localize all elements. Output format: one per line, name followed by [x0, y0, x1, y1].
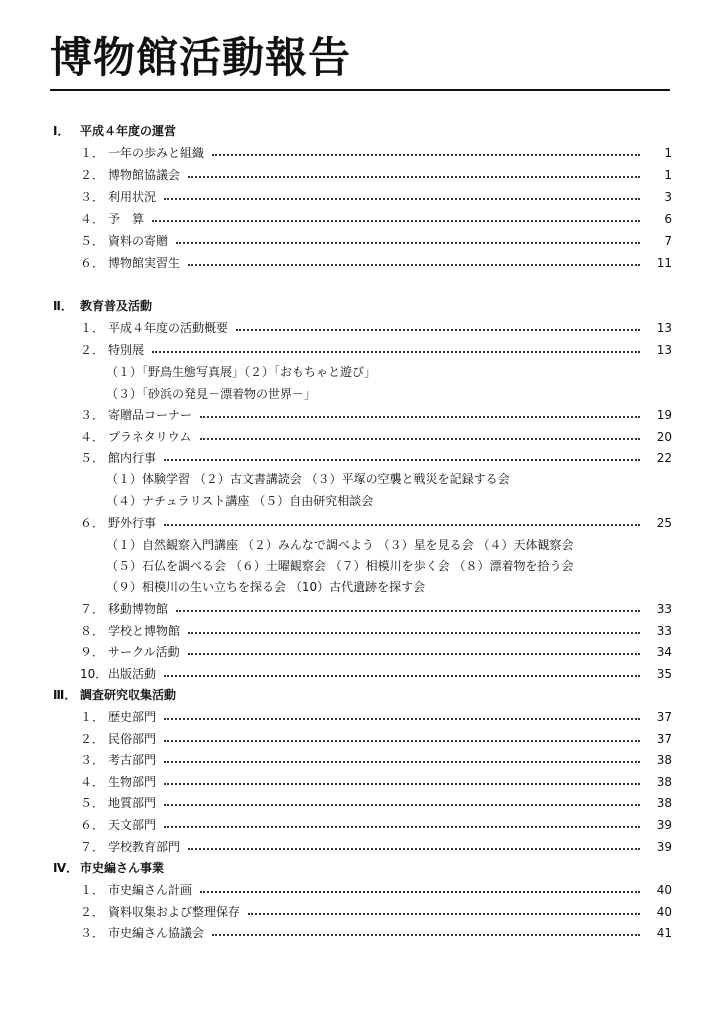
entry-number: １． [80, 321, 105, 335]
leader-dots [188, 264, 640, 266]
leader-dots [176, 610, 640, 612]
entry-label: 資料収集および整理保存 [108, 905, 241, 919]
leader-dots [152, 220, 640, 222]
section-4-heading [53, 858, 164, 878]
leader-dots [164, 459, 640, 461]
entry-page: 34 [656, 645, 672, 659]
leader-dots [164, 783, 640, 785]
sub-entry: （１）「野鳥生態写真展」（２）「おもちゃと遊び」 [106, 365, 377, 379]
toc-entry[interactable] [80, 621, 672, 641]
leader-dots [164, 198, 640, 200]
sub-entry: （５）石仏を調べる会 （６）土曜観察会 （７）相模川を歩く会 （８）漂着物を拾う会 [106, 559, 574, 573]
entry-page: 19 [656, 408, 672, 422]
entry-page: 20 [656, 430, 672, 444]
leader-dots [188, 176, 640, 178]
title-rule [50, 89, 670, 91]
entry-page: 6 [664, 212, 672, 226]
section-2-heading [53, 296, 152, 316]
entry-page: 25 [656, 516, 672, 530]
toc-entry[interactable] [80, 729, 672, 749]
toc-entry[interactable] [80, 815, 672, 835]
entry-page: 3 [664, 190, 672, 204]
entry-page: 11 [656, 256, 672, 270]
leader-dots [188, 632, 640, 634]
entry-number: ５． [80, 796, 105, 810]
entry-number: １． [80, 146, 105, 160]
sub-entry: （１）体験学習 （２）古文書講読会 （３）平塚の空襲と戦災を記録する会 [106, 472, 510, 486]
leader-dots [164, 761, 640, 763]
entry-number: ４． [80, 212, 105, 226]
leader-dots [200, 891, 640, 893]
entry-label: 天文部門 [108, 818, 157, 832]
toc-entry[interactable] [80, 750, 672, 770]
leader-dots [188, 653, 640, 655]
entry-number: ４． [80, 430, 105, 444]
entry-number: ２． [80, 732, 105, 746]
leader-dots [152, 351, 640, 353]
toc-entry[interactable] [80, 253, 672, 273]
toc-entry[interactable] [80, 923, 672, 943]
entry-page: 37 [656, 732, 672, 746]
toc-entry[interactable] [80, 187, 672, 207]
sub-entry: （９）相模川の生い立ちを探る会 （10）古代遺跡を探す会 [106, 580, 426, 594]
toc-entry[interactable] [80, 599, 672, 619]
entry-number: ２． [80, 343, 105, 357]
entry-number: １． [80, 710, 105, 724]
entry-number: ２． [80, 168, 105, 182]
entry-label: 歴史部門 [108, 710, 157, 724]
entry-label: 生物部門 [108, 775, 157, 789]
entry-label: 学校教育部門 [108, 840, 181, 854]
entry-number: ８． [80, 624, 105, 638]
entry-label: 市史編さん協議会 [108, 926, 205, 940]
entry-page: 40 [656, 905, 672, 919]
leader-dots [176, 242, 640, 244]
entry-label: 出版活動 [108, 667, 157, 681]
toc-entry[interactable] [80, 318, 672, 338]
leader-dots [188, 848, 640, 850]
entry-page: 41 [656, 926, 672, 940]
entry-number: 10． [80, 667, 108, 681]
toc-entry[interactable] [80, 231, 672, 251]
entry-label: 民俗部門 [108, 732, 157, 746]
toc-entry[interactable] [80, 448, 672, 468]
entry-number: ３． [80, 926, 105, 940]
section-number: Ⅰ． [53, 124, 70, 138]
leader-dots [200, 416, 640, 418]
entry-label: 考古部門 [108, 753, 157, 767]
leader-dots [164, 524, 640, 526]
entry-page: 13 [656, 343, 672, 357]
toc-entry[interactable] [80, 165, 672, 185]
toc-entry[interactable] [80, 902, 672, 922]
leader-dots [164, 804, 640, 806]
toc-entry[interactable] [80, 405, 672, 425]
toc-entry[interactable] [80, 513, 672, 533]
toc-entry[interactable] [80, 340, 672, 360]
entry-number: １． [80, 883, 105, 897]
leader-dots [164, 740, 640, 742]
toc-entry[interactable] [80, 209, 672, 229]
entry-label: 利用状況 [108, 190, 157, 204]
leader-dots [164, 826, 640, 828]
entry-label: 寄贈品コーナー [108, 408, 193, 422]
entry-number: ３． [80, 753, 105, 767]
entry-page: 39 [656, 818, 672, 832]
entry-number: ５． [80, 451, 105, 465]
section-3-heading [53, 685, 176, 705]
toc-entry[interactable] [80, 837, 672, 857]
toc-entry[interactable] [80, 707, 672, 727]
entry-label: サークル活動 [108, 645, 180, 659]
leader-dots [248, 913, 640, 915]
entry-label: 博物館協議会 [108, 168, 181, 182]
leader-dots [200, 438, 640, 440]
sub-entry: （４）ナチュラリスト講座 （５）自由研究相談会 [106, 494, 374, 508]
entry-number: ３． [80, 190, 105, 204]
entry-page: 33 [656, 602, 672, 616]
toc-entry[interactable] [80, 642, 672, 662]
entry-label: 移動博物館 [108, 602, 169, 616]
entry-label: 平成４年度の活動概要 [108, 321, 229, 335]
entry-label: 館内行事 [108, 451, 157, 465]
entry-label: 市史編さん計画 [108, 883, 193, 897]
leader-dots [236, 329, 640, 331]
section-number: Ⅱ． [53, 299, 73, 313]
sub-entry: （３）「砂浜の発見－漂着物の世界－」 [106, 387, 317, 401]
entry-page: 35 [656, 667, 672, 681]
leader-dots [164, 675, 640, 677]
section-label: 調査研究収集活動 [80, 688, 177, 702]
entry-page: 38 [656, 775, 672, 789]
sub-entry: （１）自然観察入門講座 （２）みんなで調べよう （３）星を見る会 （４）天体観察会 [106, 538, 574, 552]
entry-number: ５． [80, 234, 105, 248]
section-number: Ⅲ． [53, 688, 77, 702]
entry-page: 1 [664, 146, 672, 160]
leader-dots [164, 718, 640, 720]
entry-page: 7 [664, 234, 672, 248]
toc-entry[interactable] [80, 143, 672, 163]
entry-label: 博物館実習生 [108, 256, 181, 270]
entry-label: 一年の歩みと組織 [108, 146, 205, 160]
entry-number: ３． [80, 408, 105, 422]
entry-page: 1 [664, 168, 672, 182]
entry-page: 33 [656, 624, 672, 638]
entry-number: ９． [80, 645, 105, 659]
entry-page: 39 [656, 840, 672, 854]
toc-entry[interactable] [80, 664, 672, 684]
section-1-heading [53, 121, 176, 141]
entry-page: 37 [656, 710, 672, 724]
entry-label: 予 算 [108, 212, 145, 226]
entry-number: ７． [80, 840, 105, 854]
entry-label: 学校と博物館 [108, 624, 181, 638]
entry-page: 13 [656, 321, 672, 335]
entry-number: ６． [80, 256, 105, 270]
leader-dots [212, 934, 640, 936]
toc-entry[interactable] [80, 772, 672, 792]
section-label: 市史編さん事業 [80, 861, 165, 875]
entry-page: 38 [656, 796, 672, 810]
leader-dots [212, 154, 640, 156]
toc-entry[interactable] [80, 427, 672, 447]
entry-number: ６． [80, 516, 105, 530]
toc-entry[interactable] [80, 793, 672, 813]
entry-number: ２． [80, 905, 105, 919]
entry-page: 22 [656, 451, 672, 465]
section-number: Ⅳ． [53, 861, 79, 875]
entry-label: 資料の寄贈 [108, 234, 169, 248]
entry-page: 38 [656, 753, 672, 767]
entry-label: 特別展 [108, 343, 145, 357]
entry-number: ７． [80, 602, 105, 616]
entry-page: 40 [656, 883, 672, 897]
entry-label: 野外行事 [108, 516, 157, 530]
toc-entry[interactable] [80, 880, 672, 900]
entry-label: 地質部門 [108, 796, 157, 810]
entry-number: ６． [80, 818, 105, 832]
entry-number: ４． [80, 775, 105, 789]
section-label: 平成４年度の運営 [80, 124, 177, 138]
entry-label: プラネタリウム [108, 430, 192, 444]
page-title: 博物館活動報告 [50, 33, 352, 82]
section-label: 教育普及活動 [80, 299, 153, 313]
